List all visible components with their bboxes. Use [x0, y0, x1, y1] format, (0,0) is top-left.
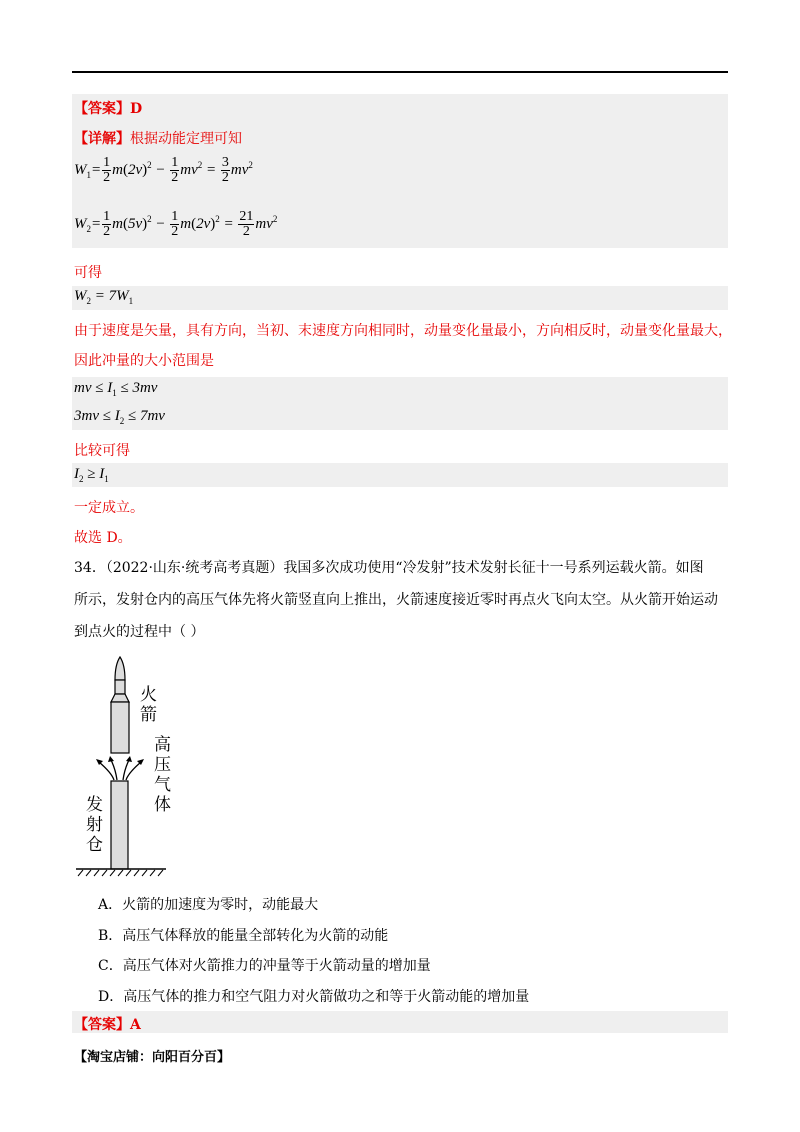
answer-value-2: A: [130, 1017, 141, 1033]
detail-line: [74, 128, 242, 148]
detail-text: 根据动能定理可知: [130, 131, 242, 147]
rocket-launch-figure: [70, 650, 200, 882]
gas-label-1: 高: [154, 735, 171, 755]
answer-tag-2: 【答案】: [74, 1017, 130, 1033]
gas-label-2: 压: [154, 755, 171, 775]
silo-tube: [111, 781, 128, 869]
rocket-flare: [111, 694, 129, 702]
gas-arrowheads: [96, 756, 144, 765]
equation-band-range: [72, 377, 728, 430]
equation-w2: $W_2=$ $\frac{1}{2}$ $m(5v)^2$ − $\frac{1}{2}$ $m(2v)^2$ = $\frac{21}{2}$ $mv^2$: [74, 209, 278, 239]
answer-tag: 【答案】: [74, 101, 130, 117]
rocket-label-2: 箭: [140, 705, 157, 725]
silo-label-3: 仓: [86, 835, 103, 855]
rocket-upper-body: [115, 680, 125, 694]
question-line1: 34．（2022·山东·统考高考真题）我国多次成功使用“冷发射”技术发射长征十一号系列运载火箭。如图: [74, 560, 704, 576]
guxuan-text: 故选 D。: [74, 530, 132, 546]
red-para-line2: 因此冲量的大小范围是: [74, 353, 214, 369]
yiding-text: 一定成立。: [74, 500, 144, 516]
equation-i2-range: $3mv \le I_2 \le 7mv$: [74, 408, 165, 426]
question-line2: 所示，发射仓内的高压气体先将火箭竖直向上推出，火箭速度接近零时再点火飞向太空。从火箭开始运动: [74, 592, 718, 608]
equation-i1-range: mv ≤ $I_1 \le 3mv$: [74, 380, 158, 398]
option-b: B．高压气体释放的能量全部转化为火箭的动能: [98, 928, 389, 944]
rocket-nose: [115, 657, 125, 680]
equation-band-w2: [72, 286, 728, 310]
detail-tag: 【详解】: [74, 131, 130, 147]
gas-arrows: [99, 760, 141, 780]
equation-w2-w1: $W_2 = 7W_1$: [74, 288, 134, 306]
question-line3: 到点火的过程中（ ）: [74, 624, 205, 640]
keyi-text: 可得: [74, 265, 102, 281]
equation-w1: $W_1=$ $\frac{1}{2}$ $m(2v)^2$ − $\frac{1}{2}$ $mv^2$ = $\frac{3}{2}$ $mv^2$: [74, 155, 253, 185]
red-para-line1: 由于速度是矢量，具有方向，当初、末速度方向相同时，动量变化量最小，方向相反时，动量变化量最大，: [74, 323, 732, 339]
option-c: C．高压气体对火箭推力的冲量等于火箭动量的增加量: [98, 958, 431, 974]
silo-label-1: 发: [86, 795, 103, 815]
answer-line-2: [74, 1014, 141, 1034]
gas-label-3: 气: [154, 775, 171, 795]
ground-hatching: [78, 870, 163, 876]
answer-value: D: [130, 101, 143, 117]
equation-compare: $I_2 \ge I_1$: [74, 466, 109, 484]
header-rule: [72, 71, 728, 73]
option-d: D．高压气体的推力和空气阻力对火箭做功之和等于火箭动能的增加量: [98, 989, 530, 1005]
bijiao-text: 比较可得: [74, 443, 130, 459]
footer-shop: 【淘宝店铺：向阳百分百】: [74, 1050, 231, 1065]
answer-band-2: [72, 1011, 728, 1033]
option-a: A．火箭的加速度为零时，动能最大: [98, 897, 319, 913]
rocket-body: [111, 702, 129, 753]
equation-band-compare: [72, 463, 728, 487]
silo-label-2: 射: [86, 815, 103, 835]
answer-line: [74, 98, 142, 118]
rocket-label-1: 火: [140, 685, 157, 705]
gas-label-4: 体: [154, 795, 171, 815]
